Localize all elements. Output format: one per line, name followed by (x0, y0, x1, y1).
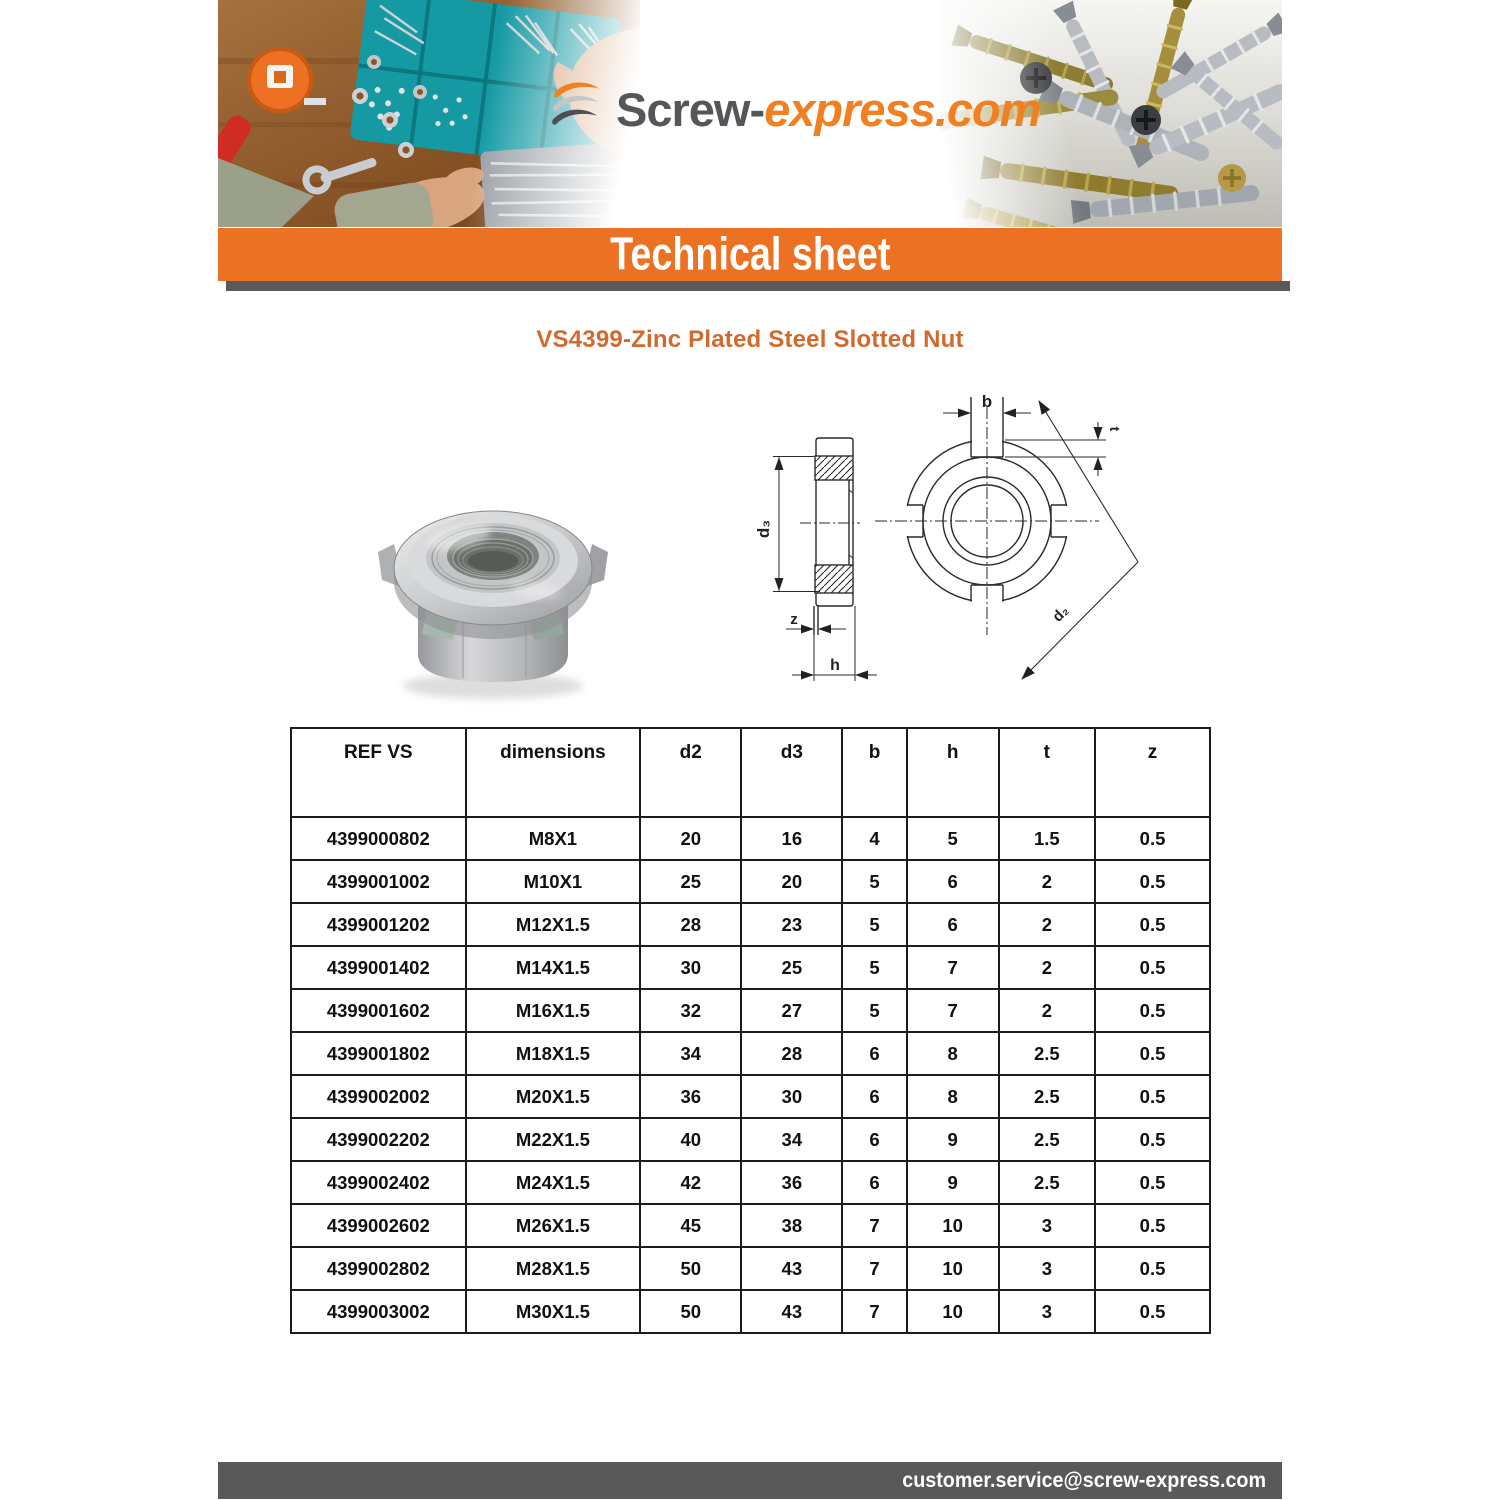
table-cell: 4399000802 (291, 817, 466, 860)
table-cell: 0.5 (1095, 860, 1210, 903)
table-cell: 28 (640, 903, 741, 946)
product-photo (368, 448, 618, 716)
side-view (773, 438, 877, 681)
table-cell: 1.5 (999, 817, 1095, 860)
table-cell: 4399001802 (291, 1032, 466, 1075)
dimension-label-t: t (1107, 426, 1123, 432)
banner-title-bar (218, 228, 1282, 281)
table-cell: 5 (907, 817, 999, 860)
footer-bar (218, 1462, 1282, 1499)
table-cell: 8 (907, 1075, 999, 1118)
table-cell: 20 (640, 817, 741, 860)
table-cell: 0.5 (1095, 903, 1210, 946)
table-cell: 0.5 (1095, 1032, 1210, 1075)
dimension-label-d2: d₂ (1049, 602, 1073, 626)
table-cell: 4399002402 (291, 1161, 466, 1204)
table-cell: 8 (907, 1032, 999, 1075)
table-cell: 7 (907, 946, 999, 989)
brand-logo-icon (548, 78, 606, 140)
table-cell: 0.5 (1095, 1075, 1210, 1118)
column-header: dimensions (466, 728, 641, 817)
table-cell: 25 (741, 946, 842, 989)
table-cell: 3 (999, 1290, 1095, 1333)
table-cell: 4399001602 (291, 989, 466, 1032)
table-cell: 10 (907, 1290, 999, 1333)
table-cell: 2 (999, 860, 1095, 903)
table-cell: 4399001402 (291, 946, 466, 989)
table-cell: 10 (907, 1204, 999, 1247)
table-cell: 2.5 (999, 1161, 1095, 1204)
table-cell: 4399002202 (291, 1118, 466, 1161)
customer-service-email[interactable]: customer.service@screw-express.com (902, 1468, 1266, 1492)
technical-drawing (740, 383, 1165, 708)
table-cell: 42 (640, 1161, 741, 1204)
table-cell: 43 (741, 1247, 842, 1290)
table-cell: 3 (999, 1204, 1095, 1247)
table-cell: 0.5 (1095, 1290, 1210, 1333)
table-cell: M20X1.5 (466, 1075, 641, 1118)
table-cell: 6 (842, 1032, 906, 1075)
page-title: Technical sheet (609, 228, 891, 280)
dimension-label-z: z (790, 611, 798, 628)
table-row (291, 1247, 1210, 1290)
table-cell: 43 (741, 1290, 842, 1333)
brand-name-suffix: express.com (764, 82, 1041, 136)
table-cell: 4399002802 (291, 1247, 466, 1290)
table-cell: 10 (907, 1247, 999, 1290)
table-cell: 34 (741, 1118, 842, 1161)
column-header: t (999, 728, 1095, 817)
table-row (291, 1118, 1210, 1161)
table-cell: 36 (741, 1161, 842, 1204)
table-cell: 5 (842, 989, 906, 1032)
table-row (291, 1161, 1210, 1204)
product-title: VS4399-Zinc Plated Steel Slotted Nut (536, 326, 964, 353)
table-cell: 9 (907, 1161, 999, 1204)
table-cell: 5 (842, 860, 906, 903)
table-cell: 2 (999, 946, 1095, 989)
table-cell: 34 (640, 1032, 741, 1075)
table-cell: M14X1.5 (466, 946, 641, 989)
table-cell: 38 (741, 1204, 842, 1247)
table-cell: 4399003002 (291, 1290, 466, 1333)
table-cell: 3 (999, 1247, 1095, 1290)
table-cell: 0.5 (1095, 946, 1210, 989)
table-cell: 4399002002 (291, 1075, 466, 1118)
banner-shadow-bar (226, 281, 1290, 291)
table-cell: 6 (907, 860, 999, 903)
table-cell: 28 (741, 1032, 842, 1075)
table-cell: 7 (842, 1290, 906, 1333)
table-cell: 30 (640, 946, 741, 989)
table-cell: 5 (842, 946, 906, 989)
column-header: REF VS (291, 728, 466, 817)
table-cell: 5 (842, 903, 906, 946)
table-cell: 4399001202 (291, 903, 466, 946)
table-cell: 25 (640, 860, 741, 903)
table-row (291, 903, 1210, 946)
column-header: d2 (640, 728, 741, 817)
table-cell: 4399002602 (291, 1204, 466, 1247)
table-cell: M16X1.5 (466, 989, 641, 1032)
table-cell: M12X1.5 (466, 903, 641, 946)
table-cell: 6 (842, 1075, 906, 1118)
spec-table (290, 727, 1211, 1334)
table-cell: M22X1.5 (466, 1118, 641, 1161)
table-cell: M18X1.5 (466, 1032, 641, 1075)
table-cell: 36 (640, 1075, 741, 1118)
table-cell: 27 (741, 989, 842, 1032)
table-cell: 0.5 (1095, 817, 1210, 860)
table-cell: 4 (842, 817, 906, 860)
table-cell: 30 (741, 1075, 842, 1118)
table-row (291, 1204, 1210, 1247)
table-cell: 7 (907, 989, 999, 1032)
table-cell: M10X1 (466, 860, 641, 903)
column-header: b (842, 728, 906, 817)
column-header: z (1095, 728, 1210, 817)
table-cell: 0.5 (1095, 1118, 1210, 1161)
table-cell: 9 (907, 1118, 999, 1161)
brand-logo (548, 78, 1041, 140)
table-cell: 2.5 (999, 1118, 1095, 1161)
dimension-label-d3: d₃ (754, 519, 773, 539)
table-cell: 0.5 (1095, 1204, 1210, 1247)
table-row (291, 1032, 1210, 1075)
table-cell: 45 (640, 1204, 741, 1247)
table-cell: 40 (640, 1118, 741, 1161)
column-header: d3 (741, 728, 842, 817)
table-cell: 2 (999, 903, 1095, 946)
table-cell: 2 (999, 989, 1095, 1032)
table-cell: M8X1 (466, 817, 641, 860)
dimension-label-h: h (830, 657, 840, 674)
table-cell: 6 (842, 1118, 906, 1161)
table-cell: 16 (741, 817, 842, 860)
table-cell: 0.5 (1095, 1247, 1210, 1290)
front-view (875, 397, 1138, 679)
table-row (291, 860, 1210, 903)
table-row (291, 1290, 1210, 1333)
table-cell: M28X1.5 (466, 1247, 641, 1290)
brand-logo-text (616, 82, 1041, 137)
table-cell: M30X1.5 (466, 1290, 641, 1333)
table-cell: 2.5 (999, 1032, 1095, 1075)
table-cell: 2.5 (999, 1075, 1095, 1118)
table-cell: 4399001002 (291, 860, 466, 903)
table-cell: 6 (907, 903, 999, 946)
table-cell: 50 (640, 1290, 741, 1333)
brand-name-prefix: Screw- (616, 82, 765, 136)
table-cell: 0.5 (1095, 989, 1210, 1032)
table-cell: 20 (741, 860, 842, 903)
table-row (291, 817, 1210, 860)
table-cell: 23 (741, 903, 842, 946)
table-cell: 6 (842, 1161, 906, 1204)
table-row (291, 989, 1210, 1032)
dimension-label-b: b (981, 392, 993, 411)
table-header-row (291, 728, 1210, 817)
table-cell: 50 (640, 1247, 741, 1290)
table-cell: M24X1.5 (466, 1161, 641, 1204)
table-cell: M26X1.5 (466, 1204, 641, 1247)
column-header: h (907, 728, 999, 817)
table-row (291, 1075, 1210, 1118)
table-row (291, 946, 1210, 989)
table-cell: 0.5 (1095, 1161, 1210, 1204)
table-cell: 32 (640, 989, 741, 1032)
table-cell: 7 (842, 1247, 906, 1290)
table-cell: 7 (842, 1204, 906, 1247)
